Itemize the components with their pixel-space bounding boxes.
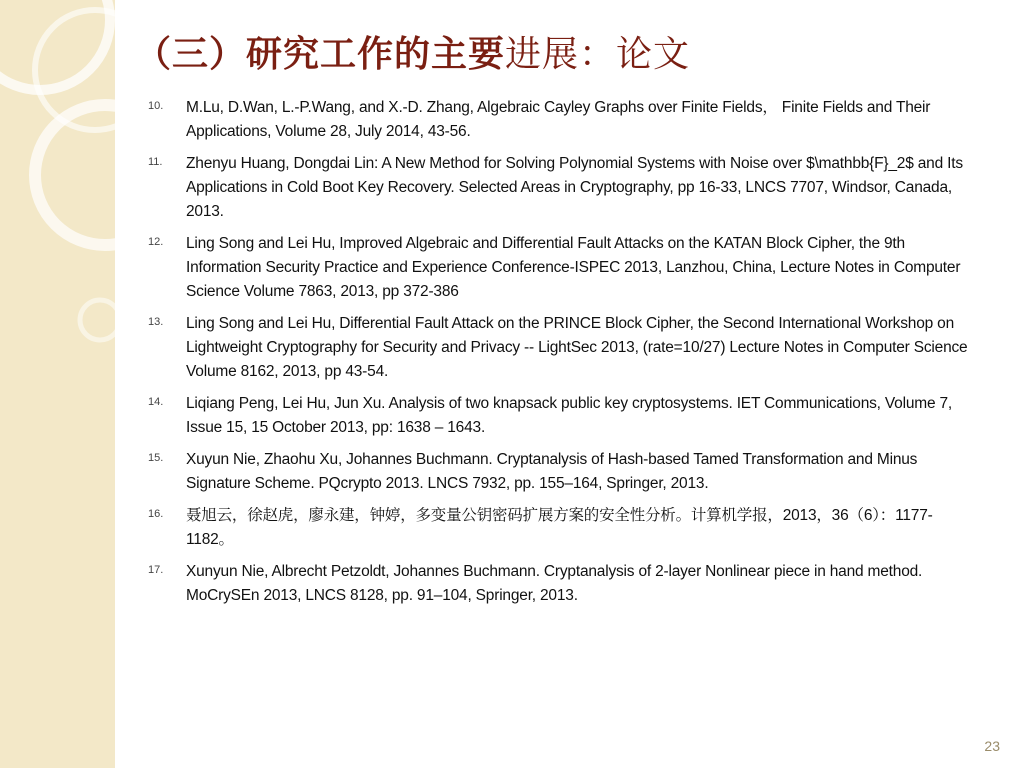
- reference-number: 16.: [148, 508, 164, 520]
- decorative-rings: [0, 0, 115, 768]
- reference-item: [148, 560, 978, 608]
- reference-item: [148, 448, 978, 496]
- reference-item: [148, 232, 978, 304]
- reference-number: 11.: [148, 156, 163, 168]
- reference-text: Ling Song and Lei Hu, Improved Algebraic and Differential Fault Attacks on the KATAN Block Cipher, the 9th Information Security Practice and Experience Conference-ISPEC 2013, Lanzhou, China, Lecture Notes in Computer Science Volume 7863, 2013, pp 372-386: [186, 235, 961, 300]
- reference-list: [148, 96, 978, 616]
- reference-text: M.Lu, D.Wan, L.-P.Wang, and X.-D. Zhang, Algebraic Cayley Graphs over Finite Fields， Finite Fields and Their Applications, Volume 28, July 2014, 43-56.: [186, 99, 931, 140]
- reference-number: 17.: [148, 564, 164, 576]
- title-rest-part: 进展：论文: [505, 34, 691, 75]
- slide-title: [135, 26, 995, 77]
- reference-number: 14.: [148, 396, 164, 408]
- reference-item: [148, 152, 978, 224]
- reference-text: 聂旭云，徐赵虎，廖永建，钟婷，多变量公钥密码扩展方案的安全性分析。计算机学报，2013，36（6）：1177-1182。: [186, 507, 933, 548]
- reference-item: [148, 392, 978, 440]
- title-bold-part: （三）研究工作的主要: [135, 34, 506, 75]
- reference-number: 10.: [148, 100, 164, 112]
- reference-item: [148, 312, 978, 384]
- reference-text: Zhenyu Huang, Dongdai Lin: A New Method for Solving Polynomial Systems with Noise over $\mathbb{F}_2$ and Its Applications in Cold Boot Key Recovery. Selected Areas in Cryptography, pp 16-33, LNCS 7707, Windsor, Canada, 2013.: [186, 155, 963, 220]
- reference-text: Xunyun Nie, Albrecht Petzoldt, Johannes Buchmann. Cryptanalysis of 2-layer Nonlinear piece in hand method. MoCrySEn 2013, LNCS 8128, pp. 91–104, Springer, 2013.: [186, 563, 923, 604]
- page-number: 23: [984, 738, 1000, 754]
- reference-item: [148, 96, 978, 144]
- reference-number: 15.: [148, 452, 164, 464]
- reference-number: 13.: [148, 316, 164, 328]
- decorative-side-band: [0, 0, 115, 768]
- reference-number: 12.: [148, 236, 164, 248]
- reference-item: [148, 504, 978, 552]
- reference-text: Ling Song and Lei Hu, Differential Fault Attack on the PRINCE Block Cipher, the Second International Workshop on Lightweight Cryptography for Security and Privacy -- LightSec 2013, (rate=10/27) Lecture Notes in Computer Science Volume 8162, 2013, pp 43-54.: [186, 315, 968, 380]
- reference-text: Liqiang Peng, Lei Hu, Jun Xu. Analysis of two knapsack public key cryptosystems. IET Communications, Volume 7, Issue 15, 15 October 2013, pp: 1638 – 1643.: [186, 395, 953, 436]
- reference-text: Xuyun Nie, Zhaohu Xu, Johannes Buchmann. Cryptanalysis of Hash-based Tamed Transformation and Minus Signature Scheme. PQcrypto 2013. LNCS 7932, pp. 155–164, Springer, 2013.: [186, 451, 918, 492]
